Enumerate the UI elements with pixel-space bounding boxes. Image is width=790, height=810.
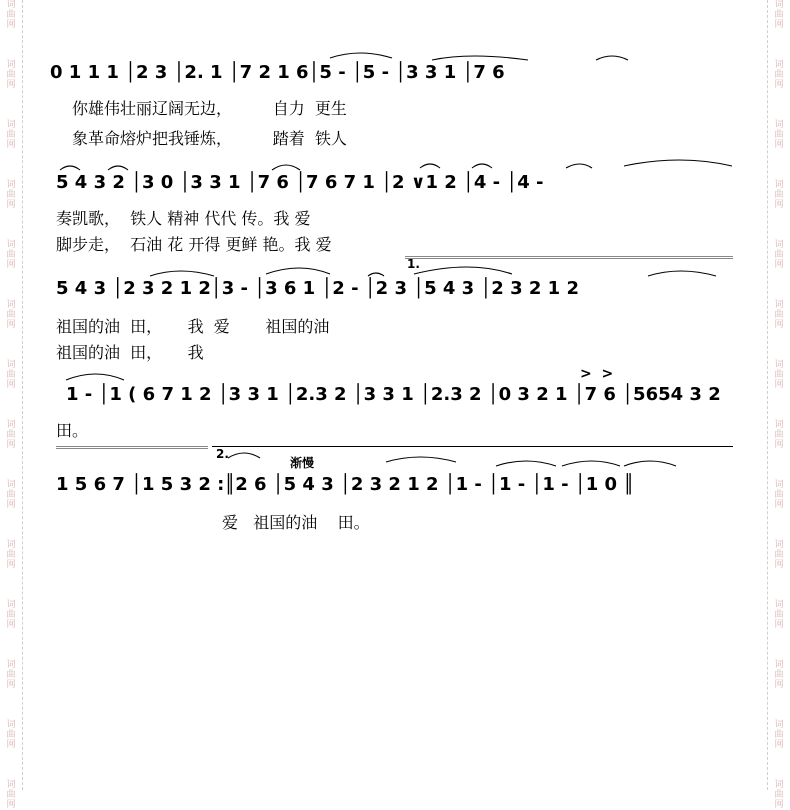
watermark-text: 词 曲 网 [6,60,16,90]
watermark-text: 词 曲 网 [774,240,784,270]
watermark-text: 词 曲 网 [6,240,16,270]
tempo-marking: 渐慢 [290,456,315,470]
watermark-text: 词 曲 网 [774,660,784,690]
left-watermark-strip [0,0,23,810]
watermark-text: 词 曲 网 [774,180,784,210]
accent-marks: > > [580,366,614,382]
lyric-verse2-line-1: 象革命熔炉把我锤炼， 踏着 铁人 [72,129,347,148]
watermark-text: 词 曲 网 [774,60,784,90]
watermark-text: 词 曲 网 [774,420,784,450]
watermark-text: 词 曲 网 [6,300,16,330]
watermark-text: 词 曲 网 [774,120,784,150]
volta-2-bracket [212,446,733,447]
watermark-text: 词 曲 网 [6,660,16,690]
watermark-text: 词 曲 网 [6,780,16,810]
lyric-verse1-line-2: 奏凯歌， 铁人 精神 代代 传。我 爱 [56,209,311,228]
notation-line-1: 0 1 1 1 │2 3 │2. 1 │7 2 1 6│5 - │5 - │3 3 1 │7 6 [50,62,505,83]
lyric-verse1-line-4: 田。 [56,421,89,440]
watermark-text: 词 曲 网 [6,180,16,210]
watermark-text: 词 曲 网 [774,0,784,30]
volta-1-label: 1. [407,257,420,271]
watermark-text: 词 曲 网 [6,480,16,510]
watermark-text: 词 曲 网 [774,720,784,750]
lyric-verse2-line-3: 祖国的油 田， 我 [56,343,204,362]
watermark-text: 词 曲 网 [774,480,784,510]
watermark-text: 词 曲 网 [774,600,784,630]
lyric-verse2-line-2: 脚步走， 石油 花 开得 更鲜 艳。我 爱 [56,235,332,254]
lyric-verse1-line-3: 祖国的油 田， 我 爱 祖国的油 [56,317,330,336]
watermark-text: 词 曲 网 [6,540,16,570]
watermark-text: 词 曲 网 [6,420,16,450]
notation-line-5: 1 5 6 7 │1 5 3 2 :║2 6 │5 4 3 │2 3 2 1 2 │1 - │1 - │1 - │1 0 ║ [56,474,635,495]
first-ending-continuation [56,446,208,449]
watermark-text: 词 曲 网 [774,780,784,810]
watermark-text: 词 曲 网 [774,300,784,330]
watermark-text: 词 曲 网 [774,540,784,570]
watermark-text: 词 曲 网 [6,360,16,390]
right-watermark-strip [767,0,790,810]
notation-line-3: 5 4 3 │2 3 2 1 2│3 - │3 6 1 │2 - │2 3 │5 4 3 │2 3 2 1 2 [56,278,579,299]
volta-1-bracket [405,256,733,259]
lyric-verse1-line-1: 你雄伟壮丽辽阔无边， 自力 更生 [72,99,347,118]
volta-2-label: 2. [216,447,229,461]
watermark-text: 词 曲 网 [6,120,16,150]
watermark-text: 词 曲 网 [6,0,16,30]
watermark-text: 词 曲 网 [6,720,16,750]
watermark-text: 词 曲 网 [774,360,784,390]
notation-line-4: 1 - │1 ( 6 7 1 2 │3 3 1 │2.3 2 │3 3 1 │2.3 2 │0 3 2 1 │7 6 │5654 3 2 [66,384,721,405]
notation-line-2: 5 4 3 2 │3 0 │3 3 1 │7 6 │7 6 7 1 │2 ∨1 2 │4 - │4 - [56,172,544,193]
lyric-verse1-line-5: 爱 祖国的油 田。 [222,513,370,532]
watermark-text: 词 曲 网 [6,600,16,630]
